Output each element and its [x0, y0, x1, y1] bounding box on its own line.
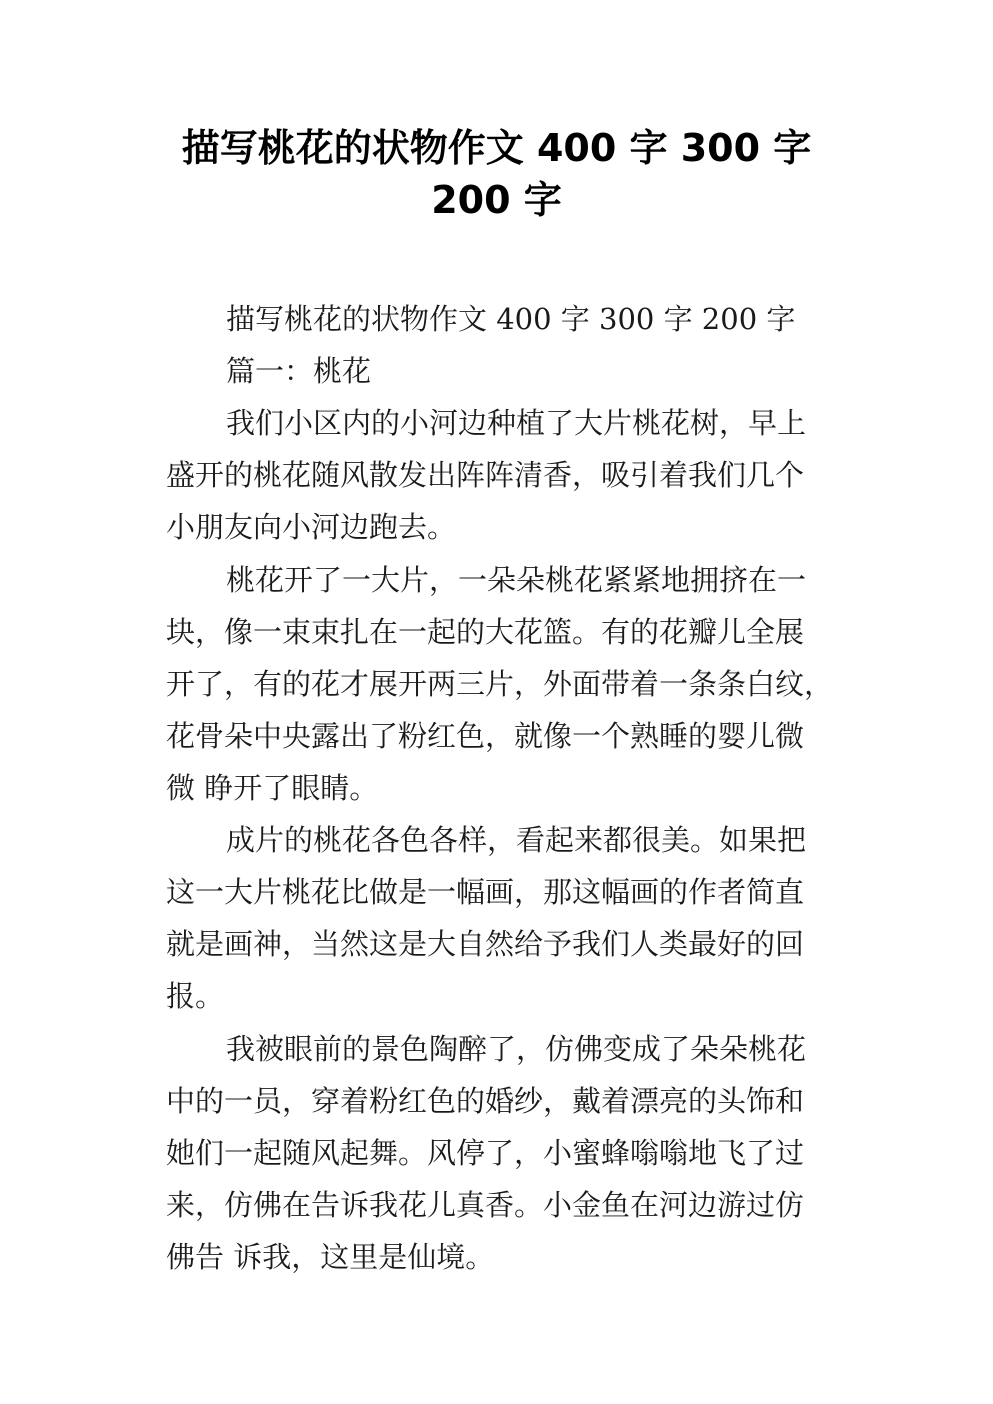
paragraph-line: 我被眼前的景色陶醉了，仿佛变成了朵朵桃花: [226, 1032, 807, 1066]
paragraph-line: 报。: [166, 979, 225, 1013]
paragraph-line: 来，仿佛在告诉我花儿真香。小金鱼在河边游过仿: [166, 1188, 805, 1222]
document-subtitle: 描写桃花的状物作文 400 字 300 字 200 字: [226, 302, 796, 336]
paragraph-line: 小朋友向小河边跑去。: [166, 510, 457, 544]
paragraph-line: 块，像一束束扎在一起的大花篮。有的花瓣儿全展: [166, 615, 805, 649]
paragraph-line: 她们一起随风起舞。风停了，小蜜蜂嗡嗡地飞了过: [166, 1136, 805, 1170]
paragraph-line: 桃花开了一大片，一朵朵桃花紧紧地拥挤在一: [226, 563, 807, 597]
paragraph-line: 这一大片桃花比做是一幅画，那这幅画的作者简直: [166, 875, 805, 909]
document-title-line-2: 200 字: [431, 178, 562, 222]
document-title-line-1: 描写桃花的状物作文 400 字 300 字: [181, 126, 812, 170]
paragraph-line: 开了，有的花才展开两三片，外面带着一条条白纹，: [166, 667, 834, 701]
paragraph-line: 微 睁开了眼睛。: [166, 771, 379, 805]
paragraph-line: 花骨朵中央露出了粉红色，就像一个熟睡的婴儿微: [166, 719, 805, 753]
paragraph-line: 就是画神，当然这是大自然给予我们人类最好的回: [166, 927, 805, 961]
paragraph-line: 成片的桃花各色各样，看起来都很美。如果把: [226, 823, 807, 857]
paragraph-line: 佛告 诉我，这里是仙境。: [166, 1240, 495, 1274]
paragraph-line: 我们小区内的小河边种植了大片桃花树，早上: [226, 406, 807, 440]
paragraph-line: 中的一员，穿着粉红色的婚纱，戴着漂亮的头饰和: [166, 1084, 805, 1118]
paragraph-line: 盛开的桃花随风散发出阵阵清香，吸引着我们几个: [166, 458, 805, 492]
section-heading: 篇一：桃花: [226, 354, 372, 388]
